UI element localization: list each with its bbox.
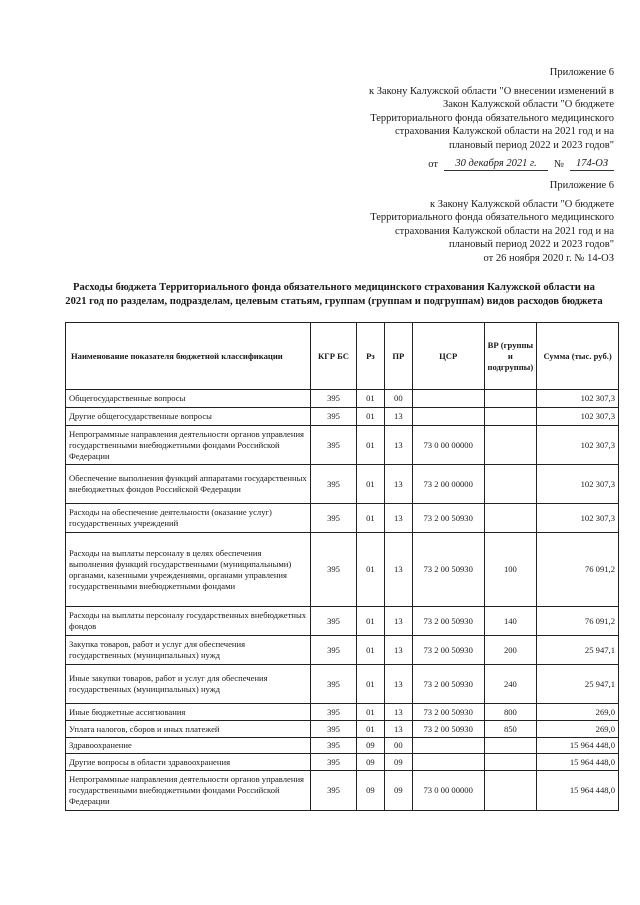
cell-rz: 09 <box>356 771 384 811</box>
law-reference-line: плановый период 2022 и 2023 годов" <box>448 239 614 251</box>
cell-name: Расходы на выплаты персоналу в целях обеспечения выполнения функций государственными (муниципальными) органами, казенными учреждениями, органами управления государственными внебюджетными фондами <box>66 533 311 607</box>
cell-kgr: 395 <box>311 465 357 504</box>
law-reference-line: плановый период 2022 и 2023 годов" <box>448 139 614 151</box>
table-row <box>66 426 619 465</box>
cell-vr <box>484 771 537 811</box>
law-reference-line: от 26 ноября 2020 г. № 14-ОЗ <box>483 252 614 264</box>
cell-pr: 13 <box>384 636 412 665</box>
cell-sum: 76 091,2 <box>537 533 619 607</box>
cell-kgr: 395 <box>311 504 357 533</box>
cell-rz: 01 <box>356 704 384 721</box>
cell-pr: 13 <box>384 504 412 533</box>
cell-kgr: 395 <box>311 607 357 636</box>
cell-sum: 76 091,2 <box>537 607 619 636</box>
cell-sum: 15 964 448,0 <box>537 771 619 811</box>
cell-rz: 01 <box>356 465 384 504</box>
cell-sum: 15 964 448,0 <box>537 738 619 754</box>
table-row <box>66 390 619 408</box>
law-date: 30 декабря 2021 г. <box>444 157 548 172</box>
cell-kgr: 395 <box>311 754 357 771</box>
cell-vr: 850 <box>484 721 537 738</box>
table-row <box>66 754 619 771</box>
cell-sum: 25 947,1 <box>537 636 619 665</box>
annex-header-original <box>370 179 614 266</box>
table-row <box>66 771 619 811</box>
cell-csr: 73 2 00 00000 <box>412 465 484 504</box>
cell-csr: 73 2 00 50930 <box>412 704 484 721</box>
cell-kgr: 395 <box>311 426 357 465</box>
table-header-row <box>66 323 619 390</box>
law-number: 174-ОЗ <box>570 157 614 172</box>
table-row <box>66 465 619 504</box>
cell-vr <box>484 390 537 408</box>
header-sum: Сумма (тыс. руб.) <box>537 323 619 390</box>
cell-sum: 102 307,3 <box>537 408 619 426</box>
cell-pr: 09 <box>384 771 412 811</box>
law-reference-line: страхования Калужской области на 2021 год и на <box>394 225 614 237</box>
cell-vr: 100 <box>484 533 537 607</box>
cell-pr: 13 <box>384 607 412 636</box>
cell-vr: 240 <box>484 665 537 704</box>
cell-vr <box>484 408 537 426</box>
cell-csr: 73 0 00 00000 <box>412 771 484 811</box>
cell-name: Расходы на выплаты персоналу государственных внебюджетных фондов <box>66 607 311 636</box>
cell-pr: 13 <box>384 533 412 607</box>
cell-vr <box>484 754 537 771</box>
law-date-line <box>369 157 614 172</box>
cell-pr: 00 <box>384 738 412 754</box>
cell-csr <box>412 754 484 771</box>
cell-pr: 13 <box>384 665 412 704</box>
cell-csr <box>412 408 484 426</box>
date-prefix: от <box>428 158 438 170</box>
law-reference-line: Территориального фонда обязательного медицинского <box>370 112 614 124</box>
cell-name: Иные бюджетные ассигнования <box>66 704 311 721</box>
law-reference-line: Территориального фонда обязательного медицинского <box>370 212 614 224</box>
cell-name: Другие вопросы в области здравоохранения <box>66 754 311 771</box>
cell-pr: 13 <box>384 465 412 504</box>
cell-name: Обеспечение выполнения функций аппаратами государственных внебюджетных фондов Российской Федерации <box>66 465 311 504</box>
cell-csr: 73 2 00 50930 <box>412 533 484 607</box>
cell-vr <box>484 426 537 465</box>
cell-rz: 09 <box>356 754 384 771</box>
document-title <box>58 281 610 309</box>
cell-csr <box>412 738 484 754</box>
cell-csr: 73 2 00 50930 <box>412 607 484 636</box>
cell-rz: 01 <box>356 665 384 704</box>
cell-vr: 800 <box>484 704 537 721</box>
cell-rz: 01 <box>356 533 384 607</box>
table-row <box>66 607 619 636</box>
cell-csr: 73 0 00 00000 <box>412 426 484 465</box>
annex-label: Приложение 6 <box>549 180 614 191</box>
cell-pr: 13 <box>384 426 412 465</box>
cell-rz: 01 <box>356 390 384 408</box>
header-vr: ВР (группы и подгруппы) <box>484 323 537 390</box>
table-row <box>66 533 619 607</box>
header-rz: Рз <box>356 323 384 390</box>
cell-sum: 269,0 <box>537 704 619 721</box>
cell-name: Здравоохранение <box>66 738 311 754</box>
cell-csr: 73 2 00 50930 <box>412 504 484 533</box>
cell-pr: 13 <box>384 408 412 426</box>
cell-vr <box>484 504 537 533</box>
table-row <box>66 504 619 533</box>
cell-name: Непрограммные направления деятельности органов управления государственными внебюджетными фондами Российской Федерации <box>66 426 311 465</box>
cell-sum: 25 947,1 <box>537 665 619 704</box>
cell-name: Общегосударственные вопросы <box>66 390 311 408</box>
cell-sum: 102 307,3 <box>537 426 619 465</box>
law-reference-line: к Закону Калужской области "О внесении изменений в <box>368 85 614 97</box>
budget-table <box>65 322 619 811</box>
cell-name: Иные закупки товаров, работ и услуг для обеспечения государственных (муниципальных) нужд <box>66 665 311 704</box>
cell-name: Расходы на обеспечение деятельности (оказание услуг) государственных учреждений <box>66 504 311 533</box>
cell-rz: 01 <box>356 721 384 738</box>
table-row <box>66 665 619 704</box>
header-kgr: КГР БС <box>311 323 357 390</box>
cell-sum: 102 307,3 <box>537 504 619 533</box>
cell-vr <box>484 738 537 754</box>
cell-rz: 01 <box>356 607 384 636</box>
title-line: 2021 год по разделам, подразделам, целевым статьям, группам (группам и подгруппам) видов расходов бюджета <box>65 296 603 307</box>
cell-kgr: 395 <box>311 390 357 408</box>
cell-pr: 13 <box>384 721 412 738</box>
table-row <box>66 408 619 426</box>
cell-pr: 13 <box>384 704 412 721</box>
header-csr: ЦСР <box>412 323 484 390</box>
cell-name: Другие общегосударственные вопросы <box>66 408 311 426</box>
table-row <box>66 721 619 738</box>
annex-header-amendment <box>369 66 614 171</box>
cell-pr: 09 <box>384 754 412 771</box>
annex-label: Приложение 6 <box>549 67 614 78</box>
cell-csr: 73 2 00 50930 <box>412 636 484 665</box>
cell-name: Непрограммные направления деятельности органов управления государственными внебюджетными фондами Российской Федерации <box>66 771 311 811</box>
table-row <box>66 636 619 665</box>
cell-vr: 140 <box>484 607 537 636</box>
cell-csr: 73 2 00 50930 <box>412 721 484 738</box>
law-reference-line: к Закону Калужской области "О бюджете <box>430 198 614 210</box>
title-line: Расходы бюджета Территориального фонда обязательного медицинского страхования Калужской области на <box>73 282 595 293</box>
table-row <box>66 704 619 721</box>
cell-sum: 15 964 448,0 <box>537 754 619 771</box>
law-reference-line: страхования Калужской области на 2021 год и на <box>394 126 614 138</box>
cell-rz: 01 <box>356 636 384 665</box>
cell-rz: 01 <box>356 408 384 426</box>
cell-sum: 102 307,3 <box>537 465 619 504</box>
law-reference-line: Закон Калужской области "О бюджете <box>443 99 614 111</box>
cell-sum: 269,0 <box>537 721 619 738</box>
number-prefix: № <box>553 158 564 170</box>
cell-name: Уплата налогов, сборов и иных платежей <box>66 721 311 738</box>
cell-vr <box>484 465 537 504</box>
header-pr: ПР <box>384 323 412 390</box>
cell-name: Закупка товаров, работ и услуг для обеспечения государственных (муниципальных) нужд <box>66 636 311 665</box>
cell-kgr: 395 <box>311 771 357 811</box>
cell-kgr: 395 <box>311 533 357 607</box>
cell-rz: 01 <box>356 426 384 465</box>
cell-csr: 73 2 00 50930 <box>412 665 484 704</box>
cell-rz: 01 <box>356 504 384 533</box>
cell-pr: 00 <box>384 390 412 408</box>
cell-sum: 102 307,3 <box>537 390 619 408</box>
cell-kgr: 395 <box>311 704 357 721</box>
cell-kgr: 395 <box>311 665 357 704</box>
cell-kgr: 395 <box>311 721 357 738</box>
cell-rz: 09 <box>356 738 384 754</box>
header-name: Наименование показателя бюджетной классификации <box>66 323 311 390</box>
cell-kgr: 395 <box>311 636 357 665</box>
cell-vr: 200 <box>484 636 537 665</box>
cell-kgr: 395 <box>311 408 357 426</box>
cell-csr <box>412 390 484 408</box>
table-row <box>66 738 619 754</box>
cell-kgr: 395 <box>311 738 357 754</box>
